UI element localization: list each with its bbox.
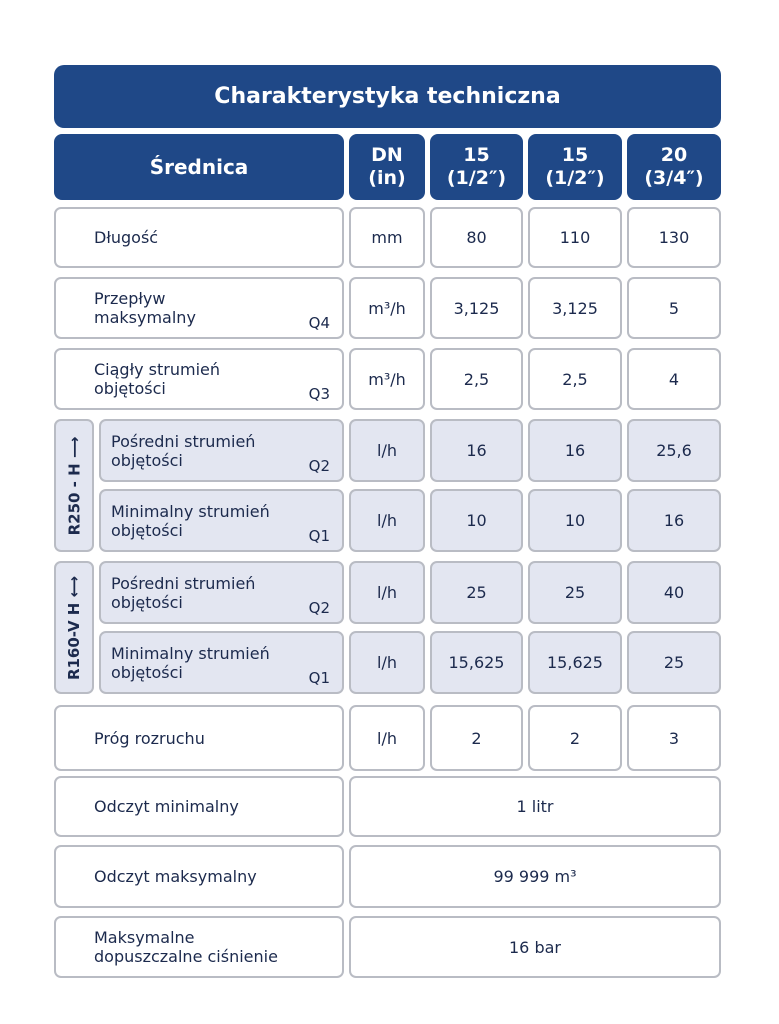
header-col-3-inch: (3/4″) xyxy=(644,167,704,189)
row-r160-q2-val3: 40 xyxy=(627,561,721,624)
row-r160-q2-val2: 25 xyxy=(528,561,622,624)
row-r250-q1-val3: 16 xyxy=(627,489,721,552)
row-q3-unit: m³/h xyxy=(349,348,425,410)
row-r160-q1-label xyxy=(99,631,344,694)
row-r250-q2-line1: Pośredni strumień xyxy=(111,431,256,451)
row-r160-q2-val1: 25 xyxy=(430,561,523,624)
header-dn xyxy=(349,134,425,200)
group-r250-text: R250 - H ⟶ xyxy=(65,436,83,535)
row-r250-q2-line2: objętości xyxy=(111,450,183,470)
row-r160-q2-unit: l/h xyxy=(349,561,425,624)
row-r250-q1-line2: objętości xyxy=(111,520,183,540)
group-r160-label xyxy=(54,561,94,694)
row-cisnienie-text xyxy=(56,928,278,966)
header-srednica: Średnica xyxy=(54,134,344,200)
header-col-2 xyxy=(528,134,622,200)
row-q3-label xyxy=(54,348,344,410)
row-prog-unit: l/h xyxy=(349,705,425,771)
row-cisnienie-value: 16 bar xyxy=(349,916,721,978)
row-r250-q2-val1: 16 xyxy=(430,419,523,482)
row-r160-q1-val1: 15,625 xyxy=(430,631,523,694)
row-q4-val3: 5 xyxy=(627,277,721,339)
header-col-3-size: 20 xyxy=(660,144,688,166)
row-r250-q1-unit: l/h xyxy=(349,489,425,552)
header-dn-line1: DN xyxy=(371,144,403,166)
row-r160-q2-label xyxy=(99,561,344,624)
row-r250-q1-label xyxy=(99,489,344,552)
row-q4-val2: 3,125 xyxy=(528,277,622,339)
row-q3-val3: 4 xyxy=(627,348,721,410)
row-q4-text xyxy=(56,289,196,327)
header-col-1-size: 15 xyxy=(463,144,490,166)
row-cisnienie-line2: dopuszczalne ciśnienie xyxy=(94,947,278,966)
row-r250-q2-code: Q2 xyxy=(308,457,330,475)
header-col-1 xyxy=(430,134,523,200)
row-q4-line1: Przepływ xyxy=(94,289,166,308)
header-col-3 xyxy=(627,134,721,200)
row-odczyt-min-text: Odczyt minimalny xyxy=(94,797,239,816)
row-q4-code: Q4 xyxy=(308,314,330,332)
row-r160-q1-code: Q1 xyxy=(308,669,330,687)
row-q3-line1: Ciągły strumień xyxy=(94,360,221,379)
row-r250-q1-val2: 10 xyxy=(528,489,622,552)
row-r250-q1-line1: Minimalny strumień xyxy=(111,501,270,521)
row-r160-q2-text xyxy=(101,574,255,612)
row-r160-q1-val3: 25 xyxy=(627,631,721,694)
row-odczyt-max-label xyxy=(54,845,344,908)
row-r250-q2-text xyxy=(101,432,255,470)
row-r160-q1-val2: 15,625 xyxy=(528,631,622,694)
group-r250-label xyxy=(54,419,94,552)
row-prog-label xyxy=(54,705,344,771)
row-r250-q1-code: Q1 xyxy=(308,527,330,545)
row-cisnienie-label xyxy=(54,916,344,978)
header-col-1-inch: (1/2″) xyxy=(446,167,507,189)
row-dlugosc-text: Długość xyxy=(94,228,159,247)
row-r160-q2-code: Q2 xyxy=(308,599,330,617)
row-r160-q1-text xyxy=(101,644,270,682)
row-cisnienie-line1: Maksymalne xyxy=(94,928,195,947)
row-dlugosc-label xyxy=(54,207,344,268)
row-r160-q2-line1: Pośredni strumień xyxy=(111,573,256,593)
row-prog-val1: 2 xyxy=(430,705,523,771)
row-r250-q2-label xyxy=(99,419,344,482)
row-r250-q2-val2: 16 xyxy=(528,419,622,482)
row-q4-unit: m³/h xyxy=(349,277,425,339)
row-q4-line2: maksymalny xyxy=(94,308,196,327)
row-r160-q1-line1: Minimalny strumień xyxy=(111,643,270,663)
header-dn-line2: (in) xyxy=(368,167,406,189)
row-q4-val1: 3,125 xyxy=(430,277,523,339)
row-prog-val2: 2 xyxy=(528,705,622,771)
row-dlugosc-val1: 80 xyxy=(430,207,523,268)
row-prog-text: Próg rozruchu xyxy=(94,728,205,748)
row-odczyt-min-label xyxy=(54,776,344,837)
row-q3-line2: objętości xyxy=(94,379,166,398)
row-q3-val1: 2,5 xyxy=(430,348,523,410)
header-col-2-inch: (1/2″) xyxy=(545,167,605,189)
row-dlugosc-val2: 110 xyxy=(528,207,622,268)
row-odczyt-max-text: Odczyt maksymalny xyxy=(94,867,257,886)
row-odczyt-max-value: 99 999 m³ xyxy=(349,845,721,908)
row-r250-q2-unit: l/h xyxy=(349,419,425,482)
row-dlugosc-val3: 130 xyxy=(627,207,721,268)
row-r250-q2-val3: 25,6 xyxy=(627,419,721,482)
row-r250-q1-val1: 10 xyxy=(430,489,523,552)
row-q4-label xyxy=(54,277,344,339)
row-q3-val2: 2,5 xyxy=(528,348,622,410)
row-odczyt-min-value: 1 litr xyxy=(349,776,721,837)
header-col-2-size: 15 xyxy=(561,144,589,166)
row-q3-code: Q3 xyxy=(308,385,330,403)
group-r160-text: R160-V H ⟷ xyxy=(65,575,84,680)
row-r160-q2-line2: objętości xyxy=(111,592,183,612)
row-prog-val3: 3 xyxy=(627,705,721,771)
row-q3-text xyxy=(56,360,220,398)
table-title: Charakterystyka techniczna xyxy=(54,65,721,128)
row-r160-q1-unit: l/h xyxy=(349,631,425,694)
row-r250-q1-text xyxy=(101,502,270,540)
row-r160-q1-line2: objętości xyxy=(111,662,183,682)
row-dlugosc-unit: mm xyxy=(349,207,425,268)
